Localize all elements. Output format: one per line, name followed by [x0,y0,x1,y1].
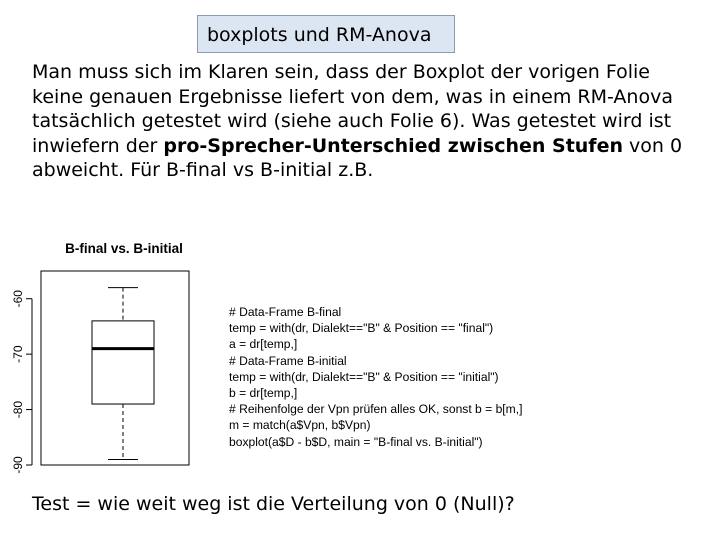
code-line: # Data-Frame B-initial [229,353,347,368]
code-line: a = dr[temp,] [229,337,298,352]
box-group [92,288,154,460]
body-text-part-2: von 0 abweicht. Für B-final vs B-initial z.B. [32,134,683,181]
y-tick-label: -60 [11,290,25,308]
chart-title: B-final vs. B-initial [65,241,183,256]
body-text-bold: pro-Sprecher-Unterschied zwischen Stufen [163,134,623,157]
y-tick-label: -80 [11,400,25,419]
code-line: # Reihenfolge der Vpn prüfen alles OK, sonst b = b[m,] [229,402,523,417]
code-line: b = dr[temp,] [229,386,298,401]
code-line: temp = with(dr, Dialekt=="B" & Position == "final") [229,321,494,336]
slide-body-text [32,60,692,183]
plot-frame [41,271,189,465]
boxplot-svg [0,232,200,480]
code-line: m = match(a$Vpn, b$Vpn) [229,418,371,433]
iqr-box [92,321,154,404]
y-axis [11,290,32,474]
body-text-part-1: Man muss sich im Klaren sein, dass der Boxplot der vorigen Folie keine genauen Ergebnisse liefert von dem, was in einem RM-Anova tatsächlich getestet wird (siehe auch Folie 6). Was getestet wird ist inwiefern der [32,61,673,157]
y-tick-label: -90 [11,456,25,474]
code-line: temp = with(dr, Dialekt=="B" & Position == "initial") [229,369,499,384]
code-line: boxplot(a$D - b$D, main = "B-final vs. B-initial") [229,434,483,449]
code-lines [229,304,589,450]
slide-title: boxplots und RM-Anova [197,15,455,53]
test-question: Test = wie weit weg ist die Verteilung von 0 (Null)? [32,493,515,515]
boxplot-chart [0,232,200,480]
y-tick-label: -70 [11,345,25,363]
r-code-block [229,304,589,450]
code-line: # Data-Frame B-final [229,305,342,319]
